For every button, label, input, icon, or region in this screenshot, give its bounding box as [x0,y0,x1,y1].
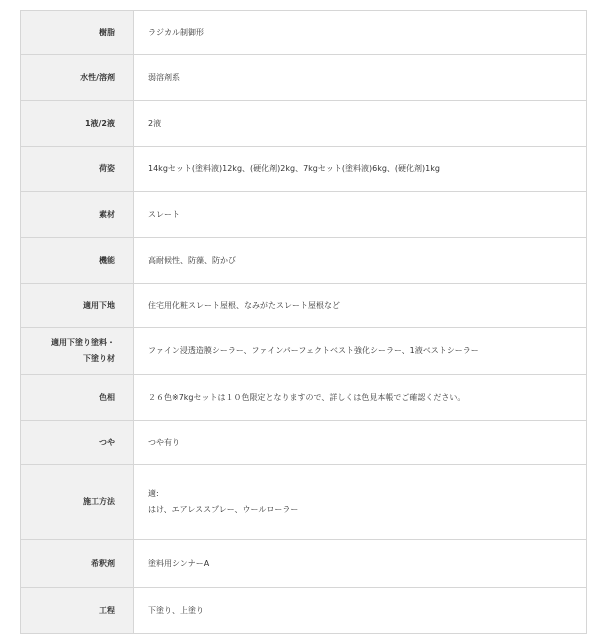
row-label-primer-line-1: 適用下塗り塗料・ [51,338,115,347]
row-value-solvent-type: 弱溶剤系 [134,55,587,101]
row-label-component-count: 1液/2液 [21,101,134,147]
row-value-thinner: 塗料用シンナーA [134,540,587,588]
row-label-process: 工程 [21,588,134,634]
row-value-primer: ファイン浸透造膜シーラー、ファインパーフェクトベスト強化シーラー、1液ベストシーラー [134,328,587,375]
row-label-substrate: 適用下地 [21,284,134,328]
row-value-gloss: つや有り [134,421,587,465]
row-label-primer [21,328,134,375]
row-label-material: 素材 [21,192,134,238]
row-value-packaging: 14kgセット(塗料液)12kg、(硬化剤)2kg、7kgセット(塗料液)6kg、(硬化剤)1kg [134,147,587,192]
row-value-process: 下塗り、上塗り [134,588,587,634]
row-label-application-method: 施工方法 [21,465,134,540]
row-value-function: 高耐候性、防藻、防かび [134,238,587,284]
row-label-color: 色相 [21,375,134,421]
table-row-material [21,192,587,238]
row-label-function: 機能 [21,238,134,284]
row-value-application-method-line-1: 適: [148,489,159,498]
row-value-application-method-line-2: はけ、エアレススプレー、ウールローラー [148,505,299,514]
row-value-resin: ラジカル制御形 [134,11,587,55]
table-row-process [21,588,587,634]
table-row-component-count [21,101,587,147]
row-value-color: ２６色※7kgセットは１０色限定となりますので、詳しくは色見本帳でご確認ください。 [134,375,587,421]
table-row-packaging [21,147,587,192]
table-row-primer [21,328,587,375]
table-row-substrate [21,284,587,328]
row-value-component-count: 2液 [134,101,587,147]
spec-table [20,10,587,634]
row-label-solvent-type: 水性/溶剤 [21,55,134,101]
row-value-application-method [134,465,587,540]
table-row-color [21,375,587,421]
table-row-function [21,238,587,284]
row-label-gloss: つや [21,421,134,465]
row-label-thinner: 希釈剤 [21,540,134,588]
table-row-resin [21,11,587,55]
table-row-gloss [21,421,587,465]
table-row-application-method [21,465,587,540]
table-row-solvent-type [21,55,587,101]
row-value-material: スレート [134,192,587,238]
table-row-thinner [21,540,587,588]
row-label-packaging: 荷姿 [21,147,134,192]
row-value-substrate: 住宅用化粧スレート屋根、なみがたスレート屋根など [134,284,587,328]
row-label-primer-line-2: 下塗り材 [83,354,115,363]
row-label-resin: 樹脂 [21,11,134,55]
